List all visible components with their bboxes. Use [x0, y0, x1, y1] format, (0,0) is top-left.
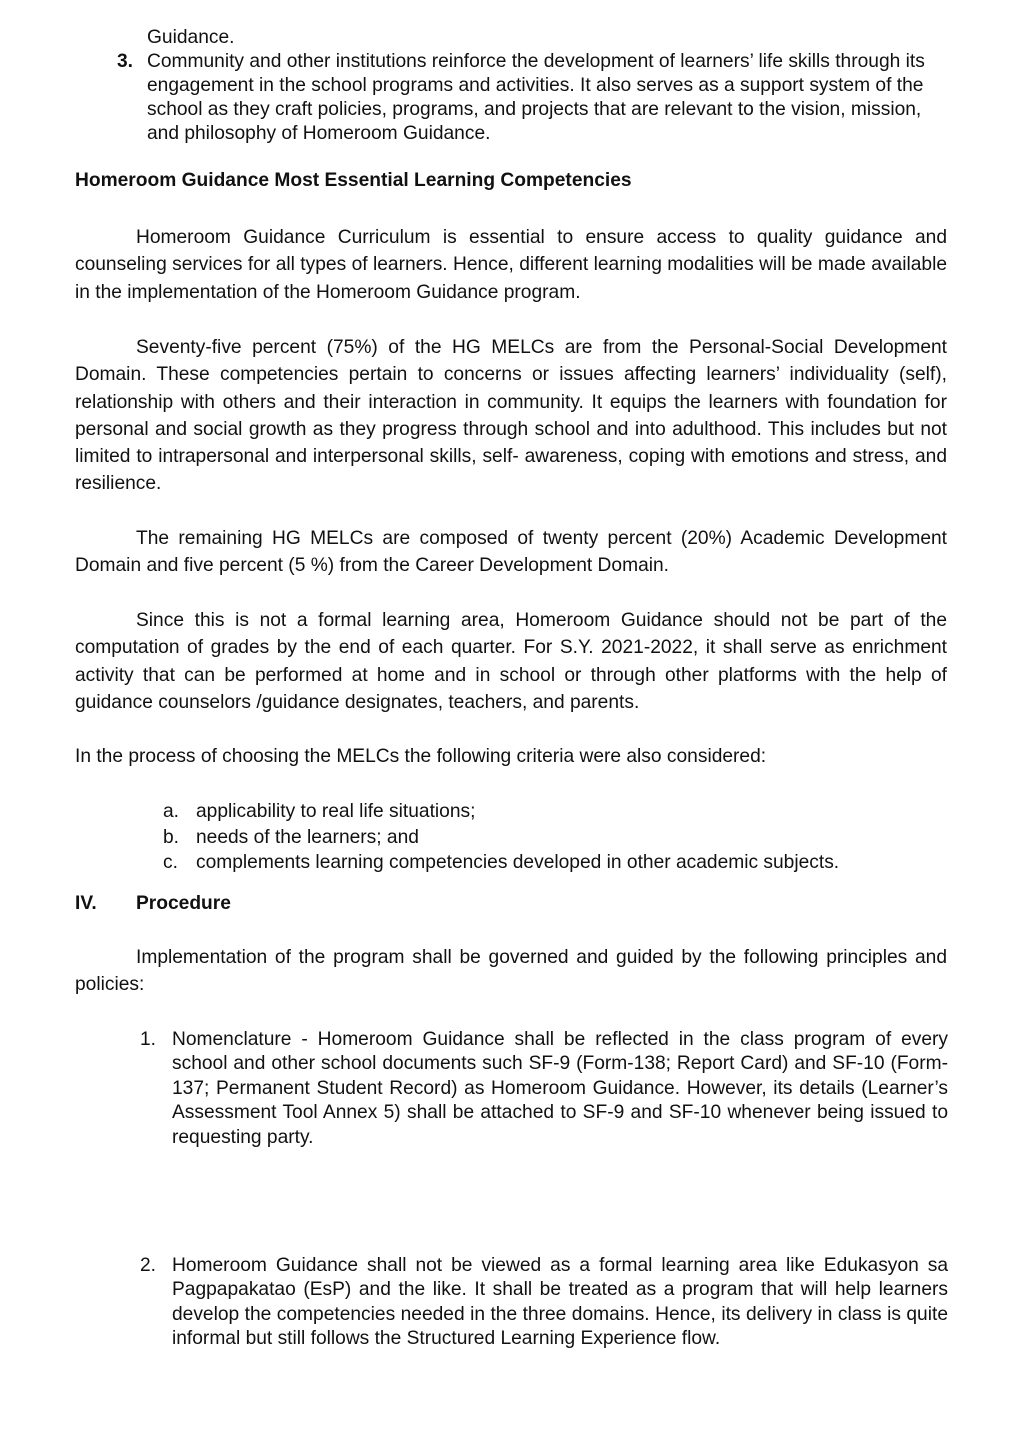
criteria-intro: In the process of choosing the MELCs the following criteria were also considered:	[75, 746, 767, 767]
paragraph-remaining-melcs: The remaining HG MELCs are composed of twenty percent (20%) Academic Development Domain and five percent (5 %) from the Career Development Domain.	[75, 528, 947, 577]
list-item-number: 3.	[117, 51, 134, 72]
list-item: b. needs of the learners; and	[163, 826, 419, 848]
procedure-item-number: 1.	[140, 1029, 157, 1050]
list-item: c. complements learning competencies developed in other academic subjects.	[163, 852, 840, 873]
procedure-item-2	[140, 1254, 948, 1352]
section-heading-melc: Homeroom Guidance Most Essential Learning Competencies	[75, 170, 632, 191]
section-number: IV.	[75, 893, 97, 914]
paragraph-procedure-intro: Implementation of the program shall be governed and guided by the following principles and policies:	[75, 947, 947, 996]
list-item: a. applicability to real life situations;	[163, 801, 476, 822]
criteria-list	[163, 799, 839, 876]
paragraph-personal-social: Seventy-five percent (75%) of the HG MELCs are from the Personal-Social Development Domain. These competencies pertain to concerns or issues affecting learners’ individuality (self), relationship with others and their interaction in community. It equips the learners with foundation for personal and social growth as they progress through school and into adulthood. This includes but not limited to intrapersonal and interpersonal skills, self- awareness, coping with emotions and stress, and resilience.	[75, 337, 947, 495]
paragraph-curriculum: Homeroom Guidance Curriculum is essential to ensure access to quality guidance and counseling services for all types of learners. Hence, different learning modalities will be made available in the implementation of the Homeroom Guidance program.	[75, 227, 947, 303]
procedure-item-text: Homeroom Guidance shall not be viewed as a formal learning area like Edukasyon sa Pagpapakatao (EsP) and the like. It shall be treated as a program that will help learners develop the competencies needed in the three domains. Hence, its delivery in class is quite informal but still follows the Structured Learning Experience flow.	[172, 1255, 948, 1350]
list-item-text: Community and other institutions reinforce the development of learners’ life skills through its engagement in the school programs and activities. It also serves as a support system of the school as they craft policies, programs, and projects that are relevant to the vision, mission, and philosophy of Homeroom Guidance.	[147, 51, 925, 144]
procedure-item-1	[140, 1028, 948, 1150]
section-title-procedure: Procedure	[136, 893, 231, 914]
paragraph-grades: Since this is not a formal learning area, Homeroom Guidance should not be part of the computation of grades by the end of each quarter. For S.Y. 2021-2022, it shall serve as enrichment activity that can be performed at home and in school or through other platforms with the help of guidance counselors /guidance designates, teachers, and parents.	[75, 610, 947, 713]
list-item-3	[117, 50, 947, 146]
procedure-item-number: 2.	[140, 1255, 157, 1276]
procedure-item-text: Nomenclature - Homeroom Guidance shall be reflected in the class program of every school and other school documents such SF-9 (Form-138; Report Card) and SF-10 (Form-137; Permanent Student Record) as Homeroom Guidance. However, its details (Learner’s Assessment Tool Annex 5) shall be attached to SF-9 and SF-10 whenever being issued to requesting party.	[172, 1029, 948, 1148]
previous-item-tail: Guidance.	[147, 27, 235, 48]
